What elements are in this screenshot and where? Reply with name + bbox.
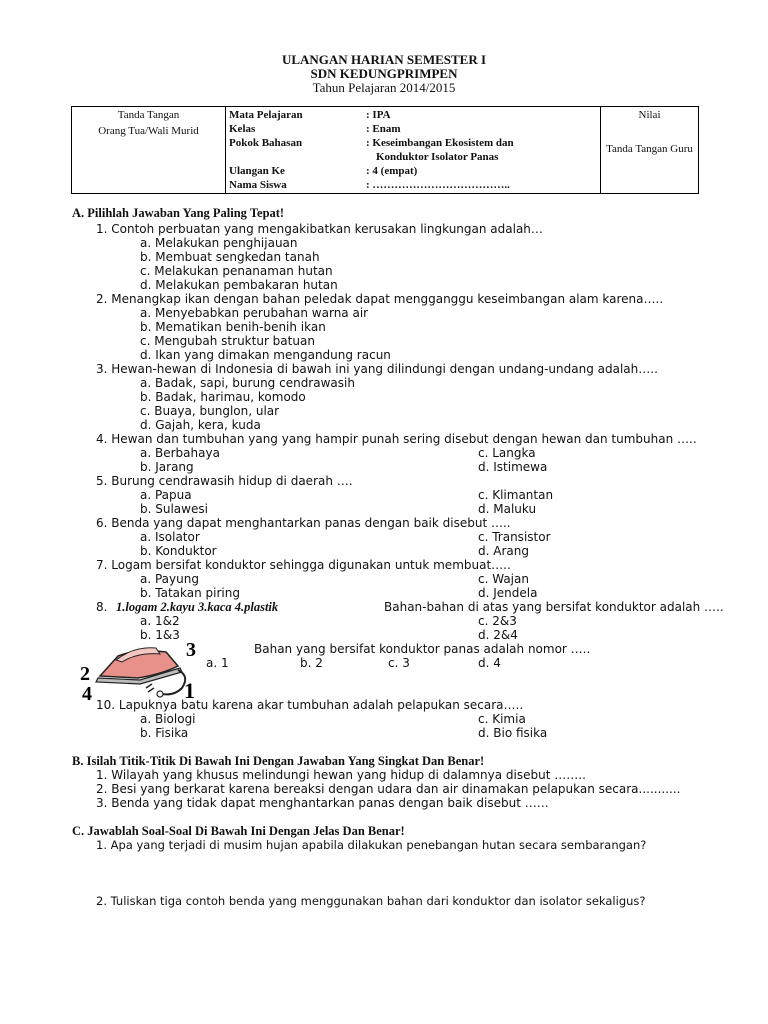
option: d. 2&4	[478, 628, 518, 642]
question-b2: 2. Besi yang berkarat karena bereaksi dengan udara dan air dinamakan pelapukan secara...........	[96, 782, 681, 796]
parent-sign-label: Orang Tua/Wali Murid	[98, 125, 199, 137]
question-8: Bahan-bahan di atas yang bersifat konduktor adalah …..	[384, 600, 724, 614]
teacher-sign-label: Tanda Tangan Guru	[606, 143, 693, 155]
question-6: 6. Benda yang dapat menghantarkan panas dengan baik disebut …..	[96, 516, 511, 530]
iron-illustration	[78, 636, 208, 702]
section-a-title: A. Pilihlah Jawaban Yang Paling Tepat!	[72, 206, 285, 220]
option: b. Mematikan benih-benih ikan	[140, 320, 326, 334]
option: b. Tatakan piring	[140, 586, 240, 600]
option: b. Badak, harimau, komodo	[140, 390, 306, 404]
parent-sign-title: Tanda Tangan	[117, 109, 180, 121]
info-label: Kelas	[229, 123, 256, 135]
option: c. Langka	[478, 446, 536, 460]
question-8-items: 1.logam 2.kayu 3.kaca 4.plastik	[116, 600, 279, 614]
question-2: 2. Menangkap ikan dengan bahan peledak dapat mengganggu keseimbangan alam karena…..	[96, 292, 664, 306]
info-value: : IPA	[366, 109, 391, 121]
option: a. Badak, sapi, burung cendrawasih	[140, 376, 355, 390]
school-year: Tahun Pelajaran 2014/2015	[312, 80, 456, 95]
option: b. Jarang	[140, 460, 194, 474]
question-7: 7. Logam bersifat konduktor sehingga digunakan untuk membuat…..	[96, 558, 511, 572]
option: a. Isolator	[140, 530, 200, 544]
exam-title: ULANGAN HARIAN SEMESTER I	[281, 52, 487, 67]
option: d. Ikan yang dimakan mengandung racun	[140, 348, 391, 362]
option: b. Sulawesi	[140, 502, 208, 516]
question-9: Bahan yang bersifat konduktor panas adalah nomor …..	[254, 642, 591, 656]
question-c2: 2. Tuliskan tiga contoh benda yang menggunakan bahan dari konduktor dan isolator sekaligus?	[96, 894, 646, 908]
question-b3: 3. Benda yang tidak dapat menghantarkan panas dengan baik disebut ……	[96, 796, 549, 810]
option: d. Gajah, kera, kuda	[140, 418, 261, 432]
option: c. 3	[388, 656, 410, 670]
option: a. Berbahaya	[140, 446, 220, 460]
question-5: 5. Burung cendrawasih hidup di daerah ….	[96, 474, 353, 488]
option: a. 1	[206, 656, 229, 670]
question-4: 4. Hewan dan tumbuhan yang yang hampir punah sering disebut dengan hewan dan tumbuhan …..	[96, 432, 697, 446]
option: c. 2&3	[478, 614, 517, 628]
school-name: SDN KEDUNGPRIMPEN	[310, 66, 458, 81]
option: b. Fisika	[140, 726, 189, 740]
score-label: Nilai	[638, 109, 661, 121]
question-b1: 1. Wilayah yang khusus melindungi hewan yang hidup di dalamnya disebut ……..	[96, 768, 586, 782]
info-label: Pokok Bahasan	[229, 137, 303, 149]
option: b. 1&3	[140, 628, 180, 642]
option: d. Istimewa	[478, 460, 548, 474]
option: a. Melakukan penghijauan	[140, 236, 298, 250]
option: a. Menyebabkan perubahan warna air	[140, 306, 369, 320]
header-info-box	[71, 106, 699, 194]
iron-icon	[96, 648, 185, 697]
option: a. Biologi	[140, 712, 196, 726]
option: d. Maluku	[478, 502, 537, 516]
section-c-title: C. Jawablah Soal-Soal Di Bawah Ini Dengan Jelas Dan Benar!	[72, 824, 405, 838]
iron-label-3: 3	[186, 639, 196, 661]
option: c. Buaya, bunglon, ular	[140, 404, 280, 418]
option: d. 4	[478, 656, 501, 670]
info-value: : 4 (empat)	[366, 165, 418, 177]
option: d. Arang	[478, 544, 529, 558]
info-label: Ulangan Ke	[229, 165, 285, 177]
option: a. Payung	[140, 572, 199, 586]
info-label: Nama Siswa	[229, 179, 287, 191]
option: d. Bio fisika	[478, 726, 548, 740]
section-b-title: B. Isilah Titik-Titik Di Bawah Ini Dengan Jawaban Yang Singkat Dan Benar!	[72, 754, 485, 768]
info-value: Konduktor Isolator Panas	[376, 151, 499, 163]
option: c. Melakukan penanaman hutan	[140, 264, 333, 278]
iron-label-4: 4	[82, 683, 92, 702]
question-c1: 1. Apa yang terjadi di musim hujan apabila dilakukan penebangan hutan secara sembarangan?	[96, 838, 647, 852]
iron-label-2: 2	[80, 663, 90, 685]
question-1: 1. Contoh perbuatan yang mengakibatkan kerusakan lingkungan adalah…	[96, 222, 543, 236]
question-8-number: 8.	[96, 600, 108, 614]
option: a. 1&2	[140, 614, 180, 628]
option: d. Jendela	[478, 586, 538, 600]
option: a. Papua	[140, 488, 192, 502]
option: c. Kimia	[478, 712, 526, 726]
option: c. Mengubah struktur batuan	[140, 334, 315, 348]
info-label: Mata Pelajaran	[229, 109, 303, 121]
question-3: 3. Hewan-hewan di Indonesia di bawah ini yang dilindungi dengan undang-undang adalah…..	[96, 362, 658, 376]
info-value: : Enam	[366, 123, 401, 135]
option: c. Klimantan	[478, 488, 554, 502]
option: c. Wajan	[478, 572, 529, 586]
student-name-field[interactable]: : ………………………………..	[366, 179, 510, 191]
option: b. Membuat sengkedan tanah	[140, 250, 320, 264]
option: b. 2	[300, 656, 323, 670]
option: c. Transistor	[478, 530, 551, 544]
option: d. Melakukan pembakaran hutan	[140, 278, 338, 292]
info-value: : Keseimbangan Ekosistem dan	[366, 137, 514, 149]
iron-label-1: 1	[184, 678, 195, 702]
option: b. Konduktor	[140, 544, 217, 558]
question-10: 10. Lapuknya batu karena akar tumbuhan adalah pelapukan secara…..	[96, 698, 524, 712]
